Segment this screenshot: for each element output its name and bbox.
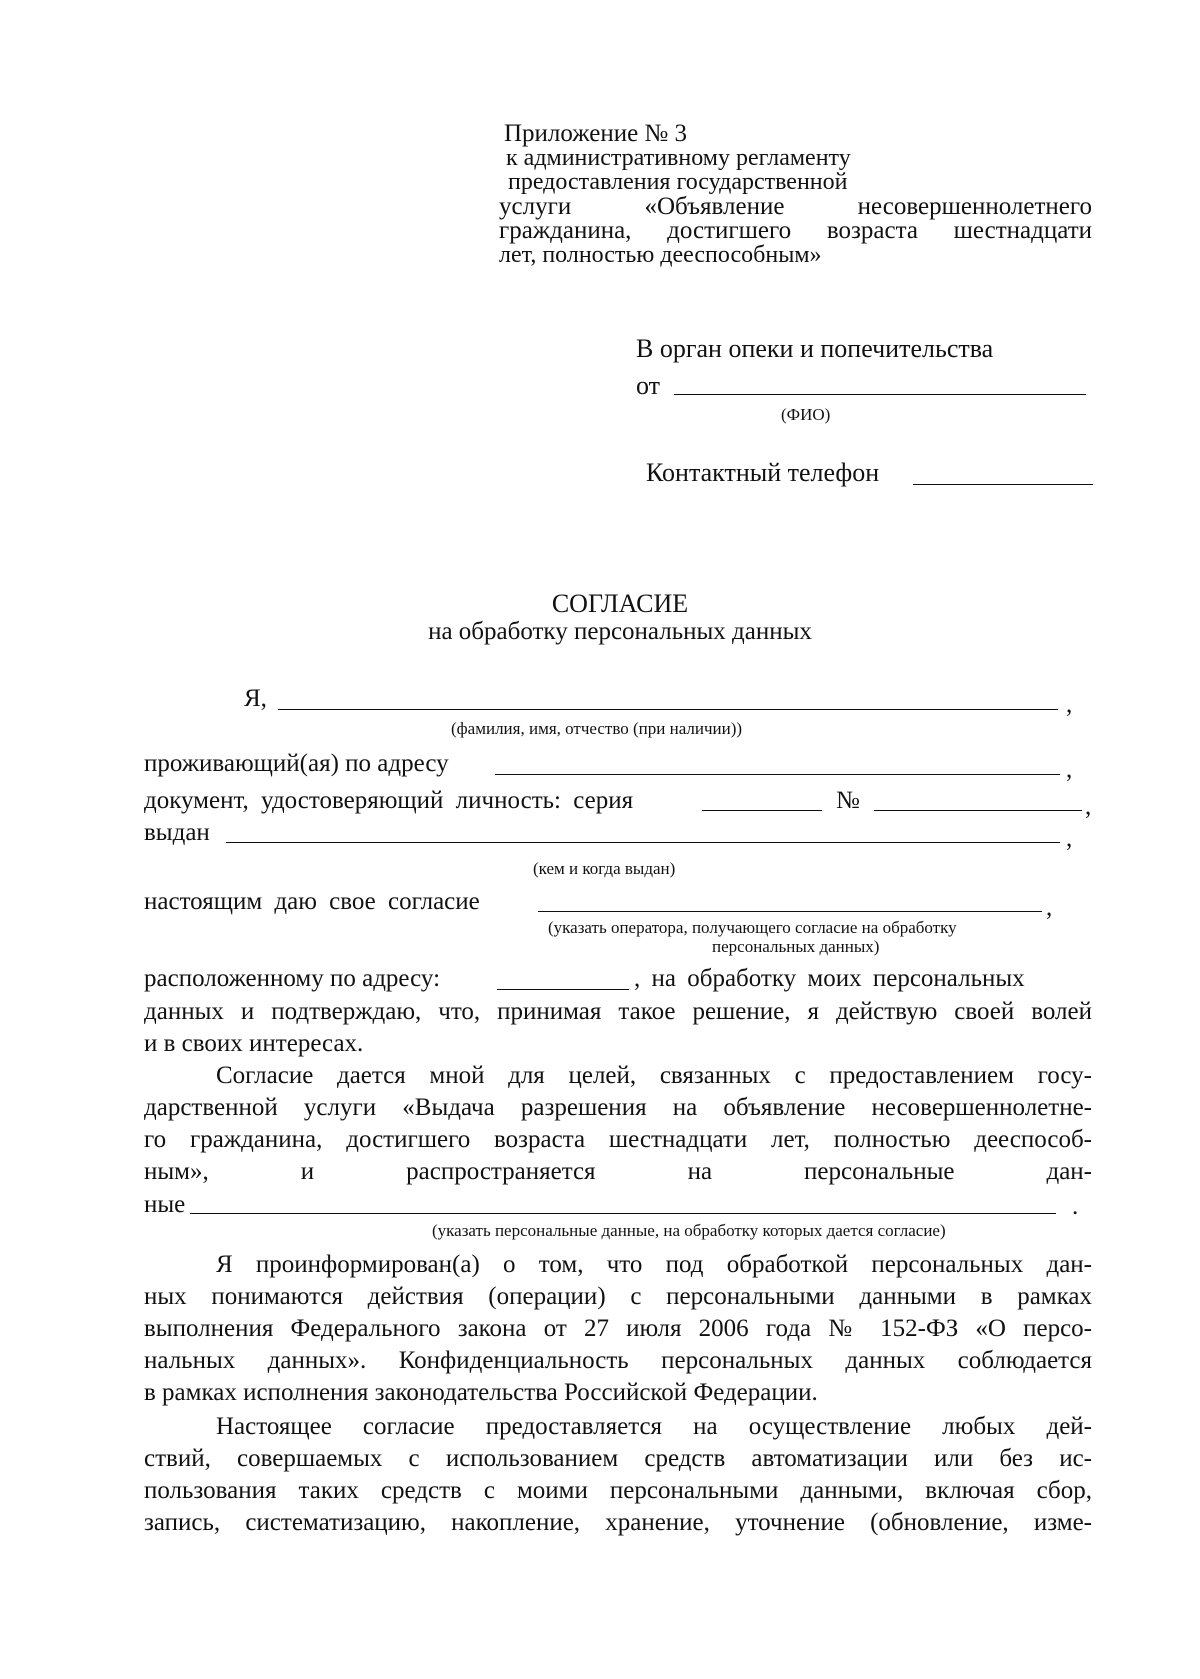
paragraph-4-line-3: пользования таких средств с моими персональными данными, включая сбор,	[144, 1477, 1092, 1504]
number-label: №	[836, 787, 860, 814]
address-label: проживающий(ая) по адресу	[144, 750, 449, 777]
comma: ,	[1066, 825, 1073, 852]
period: .	[1072, 1193, 1079, 1220]
number-field[interactable]	[874, 810, 1082, 811]
issued-field[interactable]	[226, 842, 1060, 843]
comma: ,	[1066, 756, 1073, 783]
from-label: от	[636, 371, 661, 400]
personal-data-caption: (указать персональные данные, на обработку которых дается согласие)	[432, 1221, 946, 1240]
issued-caption: (кем и когда выдан)	[533, 859, 676, 878]
paragraph-2-line-1: Согласие дается мной для целей, связанных с предоставлением госу-	[216, 1062, 1092, 1089]
paragraph-3-line-1: Я проинформирован(а) о том, что под обработкой персональных дан-	[216, 1251, 1092, 1278]
operator-caption-2: персональных данных)	[712, 937, 880, 956]
paragraph-3-line-4: нальных данных». Конфиденциальность персональных данных соблюдается	[144, 1347, 1092, 1374]
paragraph-4-line-4: запись, систематизацию, накопление, хранение, уточнение (обновление, изме-	[144, 1509, 1092, 1536]
paragraph-4-line-2: ствий, совершаемых с использованием средств автоматизации или без ис-	[144, 1445, 1092, 1472]
issued-label: выдан	[144, 819, 210, 846]
doc-subtitle: на обработку персональных данных	[428, 618, 812, 645]
personal-data-field[interactable]	[190, 1213, 1056, 1214]
appendix-line-3: предоставления государственной	[508, 169, 848, 195]
operator-address-field[interactable]	[497, 989, 629, 990]
appendix-line-1: Приложение № 3	[504, 120, 688, 147]
paragraph-1-line-3: и в своих интересах.	[144, 1030, 364, 1057]
fio-field[interactable]	[674, 394, 1086, 395]
operator-field[interactable]	[538, 911, 1042, 912]
appendix-line-4: услуги «Объявление несовершеннолетнего	[499, 193, 1092, 220]
comma: ,	[1046, 894, 1053, 921]
doc-title: СОГЛАСИЕ	[551, 589, 689, 618]
paragraph-4-line-1: Настоящее согласие предоставляется на осуществление любых дей-	[216, 1413, 1092, 1440]
paragraph-3-last: в рамках исполнения законодательства Российской Федерации.	[144, 1379, 818, 1406]
full-name-caption: (фамилия, имя, отчество (при наличии))	[451, 719, 743, 738]
phone-label: Контактный телефон	[646, 458, 880, 487]
located-label: расположенному по адресу:	[144, 965, 441, 992]
address-field[interactable]	[495, 774, 1060, 775]
paragraph-2-last: ные	[144, 1191, 186, 1218]
i-label: Я,	[244, 685, 267, 712]
appendix-line-2: к административному регламенту	[506, 145, 851, 171]
comma: ,	[1066, 691, 1073, 718]
paragraph-2-line-4: ным», и распространяется на персональные дан-	[144, 1158, 1092, 1185]
document-label: документ, удостоверяющий личность: серия	[144, 787, 634, 814]
paragraph-3-line-2: ных понимаются действия (операции) с персональными данными в рамках	[144, 1283, 1092, 1310]
paragraph-3-line-3: выполнения Федерального закона от 27 июля 2006 года № 152-ФЗ «О персо-	[144, 1315, 1092, 1342]
full-name-field[interactable]	[278, 709, 1058, 710]
paragraph-1-line-2: данных и подтверждаю, что, принимая такое решение, я действую своей волей	[144, 998, 1092, 1025]
located-rest: , на обработку моих персональных	[634, 965, 1025, 992]
comma: ,	[1085, 793, 1092, 820]
appendix-line-6: лет, полностью дееспособным»	[499, 242, 822, 268]
fio-caption: (ФИО)	[781, 405, 831, 424]
addressee-organ: В орган опеки и попечительства	[636, 334, 994, 363]
consent-label: настоящим даю свое согласие	[144, 888, 480, 915]
series-field[interactable]	[702, 810, 822, 811]
operator-caption-1: (указать оператора, получающего согласие на обработку	[548, 918, 957, 937]
appendix-line-5: гражданина, достигшего возраста шестнадцати	[499, 217, 1092, 244]
paragraph-2-line-3: го гражданина, достигшего возраста шестнадцати лет, полностью дееспособ-	[144, 1126, 1092, 1153]
paragraph-2-line-2: дарственной услуги «Выдача разрешения на объявление несовершеннолетне-	[144, 1094, 1092, 1121]
phone-field[interactable]	[913, 484, 1093, 485]
